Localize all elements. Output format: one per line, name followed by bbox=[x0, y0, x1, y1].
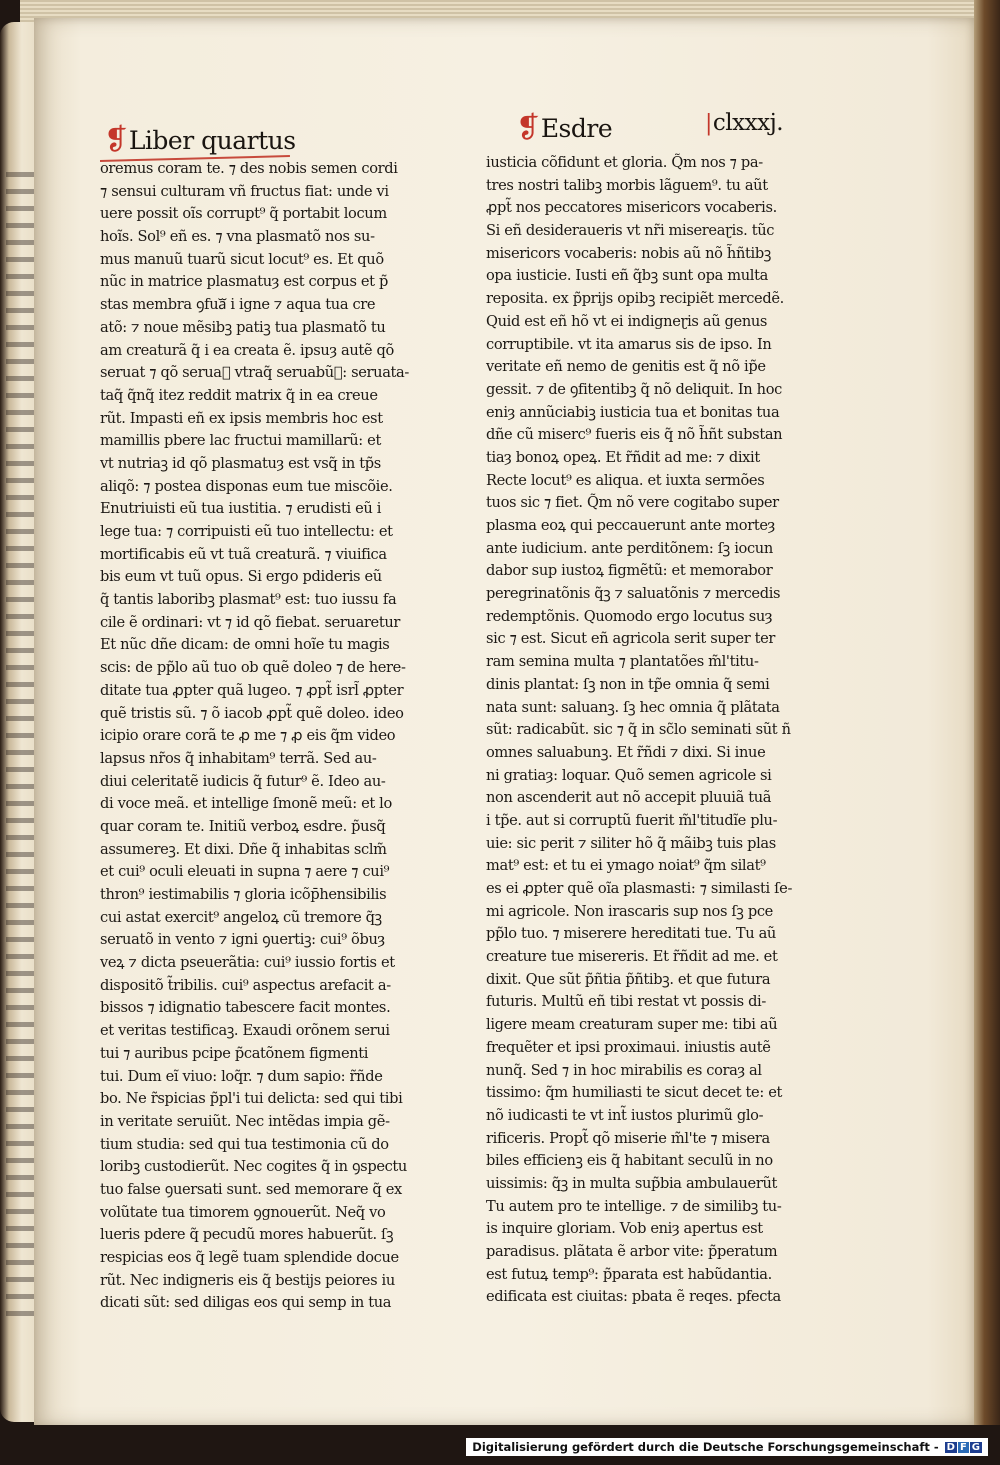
running-title-center bbox=[516, 110, 612, 144]
rubric-mark-icon: | bbox=[705, 111, 712, 136]
text-line: quar coram te. Initiũ verboꝝ esdre. p̃usq̃ bbox=[100, 817, 386, 835]
running-title-left bbox=[104, 122, 296, 156]
text-line: sic ⁊ est. Sicut eñ agricola serit super ter bbox=[486, 630, 776, 648]
text-line: ꝓpt̃ nos peccatores misericors vocaberis. bbox=[486, 199, 777, 217]
text-line: am creaturã q̃ i ea creata ẽ. ipsuȝ autẽ qõ bbox=[100, 341, 394, 359]
text-line: opa iusticie. Iusti eñ q̃bꝫ sunt opa multa bbox=[486, 267, 768, 285]
text-line: plasma eoꝝ qui peccauerunt ante morteȝ bbox=[486, 517, 775, 534]
text-line: dinis plantat: ſꝫ non in tp̃e omnia q̃ semi bbox=[486, 675, 770, 693]
text-line: paradisus. plãtata ẽ arbor vite: p̃peratum bbox=[486, 1243, 778, 1260]
text-line: corruptibile. vt ita amarus sis de ipso. In bbox=[486, 335, 772, 353]
text-line: cile ẽ ordinari: vt ⁊ id qõ fiebat. seruaretur bbox=[100, 613, 401, 631]
text-column-right bbox=[486, 152, 826, 1309]
text-line: nunq̃. Sed ⁊ in hoc mirabilis es coraȝ al bbox=[486, 1061, 762, 1079]
text-line: tui ⁊ auribus pcipe p̃catõnem figmenti bbox=[100, 1044, 369, 1062]
text-line: ram semina multa ⁊ plantatões m̃l'titu- bbox=[486, 653, 759, 671]
text-line: quẽ tristis sũ. ⁊ õ iacob ꝓpt̃ quẽ doleo. ideo bbox=[100, 704, 404, 722]
text-line: biles efficienꝫ eis q̃ habitant seculũ in no bbox=[486, 1152, 773, 1170]
text-line: assumereꝫ. Et dixi. Dñe q̃ inhabitas sclm̃ bbox=[100, 840, 387, 858]
text-line: oremus coram te. ⁊ des nobis semen cordi bbox=[100, 160, 398, 177]
folio-number-text: clxxxj. bbox=[712, 110, 784, 136]
text-line: non ascenderit aut nõ accepit pluuiã tuã bbox=[486, 789, 772, 807]
text-line: tuo false ꝯuersati sunt. sed memorare q̃ ex bbox=[100, 1180, 402, 1198]
book-cover-edge bbox=[974, 0, 1000, 1425]
pilcrow-icon: ❡ bbox=[516, 110, 540, 144]
dfg-logo-letter: D bbox=[946, 1441, 955, 1453]
text-line: Tu autem pro te intellige. ⁊ de similibꝫ tu- bbox=[486, 1197, 782, 1215]
text-line: Et nũc dñe dicam: de omni hoĩe tu magis bbox=[100, 636, 390, 654]
text-line: et cui⁹ oculi eleuati in supna ⁊ aere ⁊ cui⁹ bbox=[100, 863, 390, 881]
text-line: icipio orare corã te ꝓ me ⁊ ꝓ eis q̃m video bbox=[100, 727, 396, 745]
text-line: uie: sic perit ⁊ siliter hõ q̃ mãibꝫ tuis plas bbox=[486, 834, 776, 852]
text-line: taq̃ q̃nq̃ itez reddit matrix q̃ in ea creue bbox=[100, 386, 378, 404]
text-line: reposita. ex p̃prijs opibꝫ recipiẽt mercedẽ. bbox=[486, 290, 784, 308]
text-line: scis: de pp̃lo aũ tuo ob quẽ doleo ⁊ de here- bbox=[100, 659, 406, 677]
text-line: di voce meã. et intellige ſmonẽ meũ: et lo bbox=[100, 795, 392, 813]
text-line: i tp̃e. aut si corruptũ fuerit m̃l'titudĩe plu- bbox=[486, 811, 778, 829]
text-line: atõ: ⁊ noue mẽsibꝫ patiꝫ tua plasmatõ tu bbox=[100, 318, 386, 336]
text-line: eniȝ annũciabiꝫ iusticia tua et bonitas tua bbox=[486, 403, 780, 421]
text-line: tiaȝ bonoꝝ opeꝝ. Et r̃ñdit ad me: ⁊ dixit bbox=[486, 448, 760, 466]
text-line: rũt. Impasti eñ ex ipsis membris hoc est bbox=[100, 409, 383, 427]
text-line: lapsus nr̃os q̃ inhabitam⁹ terrã. Sed au- bbox=[100, 749, 377, 767]
text-line: ligere meam creaturam super me: tibi aũ bbox=[486, 1016, 778, 1034]
text-line: vt nutriaꝫ id qõ plasmatuȝ est vsq̃ in tp̃s bbox=[100, 454, 381, 472]
left-page-text-fragment bbox=[6, 172, 34, 1322]
text-line: bo. Ne r̃spicias p̃pl'i tui delicta: sed qui tibi bbox=[100, 1090, 403, 1108]
text-line: nõ iudicasti te vt int̃ iustos plurimũ glo- bbox=[486, 1106, 764, 1124]
text-line: volũtate tua timorem ꝯgnouerũt. Neq̃ vo bbox=[100, 1203, 386, 1221]
pilcrow-icon: ❡ bbox=[104, 122, 128, 156]
folio-number bbox=[705, 110, 783, 136]
text-line: gessit. ⁊ de ꝯfitentibꝫ q̃ nõ deliquit. In hoc bbox=[486, 380, 782, 398]
left-page-edge bbox=[0, 22, 36, 1422]
text-line: omnes saluabunꝫ. Et r̃ñdi ⁊ dixi. Si inue bbox=[486, 743, 766, 761]
text-line: es ei ꝓpter quẽ oĩa plasmasti: ⁊ similasti ſe- bbox=[486, 880, 793, 897]
text-line: ditate tua ꝓpter quã lugeo. ⁊ ꝓpt̃ isrl̃ ꝓpter bbox=[100, 681, 404, 699]
text-line: ante iudicium. ante perditõnem: ſꝫ iocun bbox=[486, 539, 773, 557]
text-line: mortificabis eũ vt tuã creaturã. ⁊ viuifica bbox=[100, 545, 387, 563]
text-line: diui celeritatẽ iudicis q̃ futur⁹ ẽ. Ideo au- bbox=[100, 772, 386, 790]
text-line: in veritate seruiũt. Nec intẽdas impia gẽ- bbox=[100, 1112, 390, 1130]
text-line: tium studia: sed qui tua testimonia cũ do bbox=[100, 1135, 389, 1153]
text-line: uissimis: q̃ꝫ in multa sup̃bia ambulauerũt bbox=[486, 1174, 778, 1192]
text-line: hoĩs. Sol⁹ eñ es. ⁊ vna plasmatõ nos su- bbox=[100, 228, 375, 246]
text-line: aliqõ: ⁊ postea disponas eum tue miscõie. bbox=[100, 477, 393, 495]
text-line: dabor sup iustoꝝ figmẽtũ: et memorabor bbox=[486, 562, 773, 580]
text-line: bis eum vt tuũ opus. Si ergo pdideris eũ bbox=[100, 568, 382, 586]
text-line: uere possit oĩs corrupt⁹ q̃ portabit locum bbox=[100, 205, 387, 223]
text-line: ni gratiaȝ: loquar. Quõ semen agricole si bbox=[486, 766, 772, 784]
text-line: veritate eñ nemo de genitis est q̃ nõ ip̃e bbox=[486, 358, 766, 376]
text-line: creature tue misereris. Et r̃ñdit ad me. et bbox=[486, 948, 778, 966]
text-line: Quid est eñ hõ vt ei indigneɽis aũ genus bbox=[486, 312, 768, 330]
running-title-left-text: Liber quartus bbox=[128, 126, 296, 155]
text-line: Recte locut⁹ es aliqua. et iuxta sermões bbox=[486, 471, 765, 489]
text-line: veꝝ ⁊ dicta pseuerãtia: cui⁹ iussio fortis et bbox=[100, 954, 395, 972]
text-line: bissos ⁊ idignatio tabescere facit montes. bbox=[100, 999, 391, 1017]
text-line: misericors vocaberis: nobis aũ nõ h̃ñtibꝫ bbox=[486, 244, 771, 262]
text-line: dñe cũ miserc⁹ fueris eis q̃ nõ h̃ñt substan bbox=[486, 426, 783, 444]
text-line: dicati sũt: sed diligas eos qui semp in tua bbox=[100, 1294, 392, 1312]
text-line: sũt: radicabũt. sic ⁊ q̃ in sc̃lo seminati sũt ñ bbox=[486, 721, 791, 739]
text-line: stas membra ꝯfuaᷓ i igne ⁊ aqua tua cre bbox=[100, 296, 376, 314]
text-line: q̃ tantis laboribꝫ plasmat⁹ est: tuo iussu fa bbox=[100, 591, 397, 609]
text-line: frequẽter et ipsi proximaui. iniustis autẽ bbox=[486, 1038, 771, 1056]
digitization-credit bbox=[466, 1438, 988, 1456]
text-line: Enutriuisti eũ tua iustitia. ⁊ erudisti eũ i bbox=[100, 500, 382, 518]
text-line: ⁊ sensui culturam vñ fructus fiat: unde vi bbox=[100, 182, 389, 200]
text-line: Si eñ desideraueris vt nr̃i misereaɽis. tũc bbox=[486, 222, 775, 240]
text-line: seruatõ in vento ⁊ igni ꝯuertiꝫ: cui⁹ õbuȝ bbox=[100, 931, 385, 949]
text-line: iusticia cõfidunt et gloria. Q̃m nos ⁊ pa- bbox=[486, 154, 763, 171]
running-title-center-text: Esdre bbox=[540, 114, 613, 143]
text-line: cui astat exercit⁹ angeloꝝ cũ tremore q̃ꝫ bbox=[100, 908, 382, 926]
text-line: est futuꝝ temp⁹: p̃parata est habũdantia. bbox=[486, 1265, 772, 1283]
text-line: is inquire gloriam. Vob eniȝ apertus est bbox=[486, 1220, 763, 1238]
text-line: rificeris. Propt̃ qõ miserie m̃l'te ⁊ misera bbox=[486, 1129, 770, 1147]
text-line: dixit. Que sũt p̃ñtia p̃ñtibꝫ. et que futura bbox=[486, 970, 771, 988]
text-line: tissimo: q̃m humiliasti te sicut decet te: et bbox=[486, 1084, 783, 1102]
text-line: lege tua: ⁊ corripuisti eũ tuo intellectu: et bbox=[100, 523, 393, 540]
text-line: tuos sic ⁊ fiet. Q̃m nõ vere cogitabo super bbox=[486, 494, 779, 512]
text-line: lueris pdere q̃ pecudũ mores habuerũt. ſꝫ bbox=[100, 1226, 394, 1244]
text-line: futuris. Multũ eñ tibi restat vt possis di- bbox=[486, 993, 766, 1011]
text-line: thron⁹ iestimabilis ⁊ gloria icõp̄hensibilis bbox=[100, 886, 387, 903]
text-line: et veritas testificaꝫ. Exaudi orõnem serui bbox=[100, 1022, 390, 1040]
dfg-logo-letter: G bbox=[971, 1441, 980, 1453]
dfg-logo-icon bbox=[945, 1442, 982, 1453]
credit-text: Digitalisierung gefördert durch die Deutsche Forschungsgemeinschaft - bbox=[472, 1440, 939, 1454]
text-line: loribꝫ custodierũt. Nec cogites q̃ in ꝯspectu bbox=[100, 1158, 407, 1176]
dfg-logo-letter: F bbox=[959, 1441, 967, 1453]
text-column-left bbox=[100, 158, 430, 1315]
text-line: tui. Dum eĩ viuo: loq̃r. ⁊ dum sapio: r̃ñde bbox=[100, 1067, 383, 1085]
text-line: dispositõ t̃ribilis. cui⁹ aspectus arefacit a- bbox=[100, 976, 391, 994]
text-line: seruat ⁊ qõ seruaᷓ vtraq̃ seruabũꝫ: seruata- bbox=[100, 364, 409, 382]
text-line: rũt. Nec indigneris eis q̃ bestijs peiores iu bbox=[100, 1271, 395, 1289]
text-line: mi agricole. Non irascaris sup nos ſꝫ pce bbox=[486, 902, 773, 920]
text-line: pp̃lo tuo. ⁊ miserere hereditati tue. Tu aũ bbox=[486, 925, 776, 943]
text-line: nũc in matrice plasmatuȝ est corpus et p̃ bbox=[100, 273, 388, 291]
text-line: peregrinatõnis q̃ꝫ ⁊ saluatõnis ⁊ mercedis bbox=[486, 585, 781, 603]
text-line: redemptõnis. Quomodo ergo locutus suȝ bbox=[486, 607, 773, 625]
text-line: respicias eos q̃ legẽ tuam splendide docue bbox=[100, 1249, 399, 1266]
text-line: mat⁹ est: et tu ei ymago noiat⁹ q̃m silat⁹ bbox=[486, 857, 766, 875]
text-line: nata sunt: saluanꝫ. ſꝫ hec omnia q̃ plãtata bbox=[486, 698, 780, 716]
text-line: mus manuũ tuarũ sicut locut⁹ es. Et quõ bbox=[100, 250, 384, 268]
text-line: edificata est ciuitas: pbata ẽ reqes. pfecta bbox=[486, 1288, 781, 1306]
text-line: mamillis pbere lac fructui mamillarũ: et bbox=[100, 432, 381, 450]
text-line: tres nostri talibꝫ morbis lãguem⁹. tu aũt bbox=[486, 176, 768, 194]
